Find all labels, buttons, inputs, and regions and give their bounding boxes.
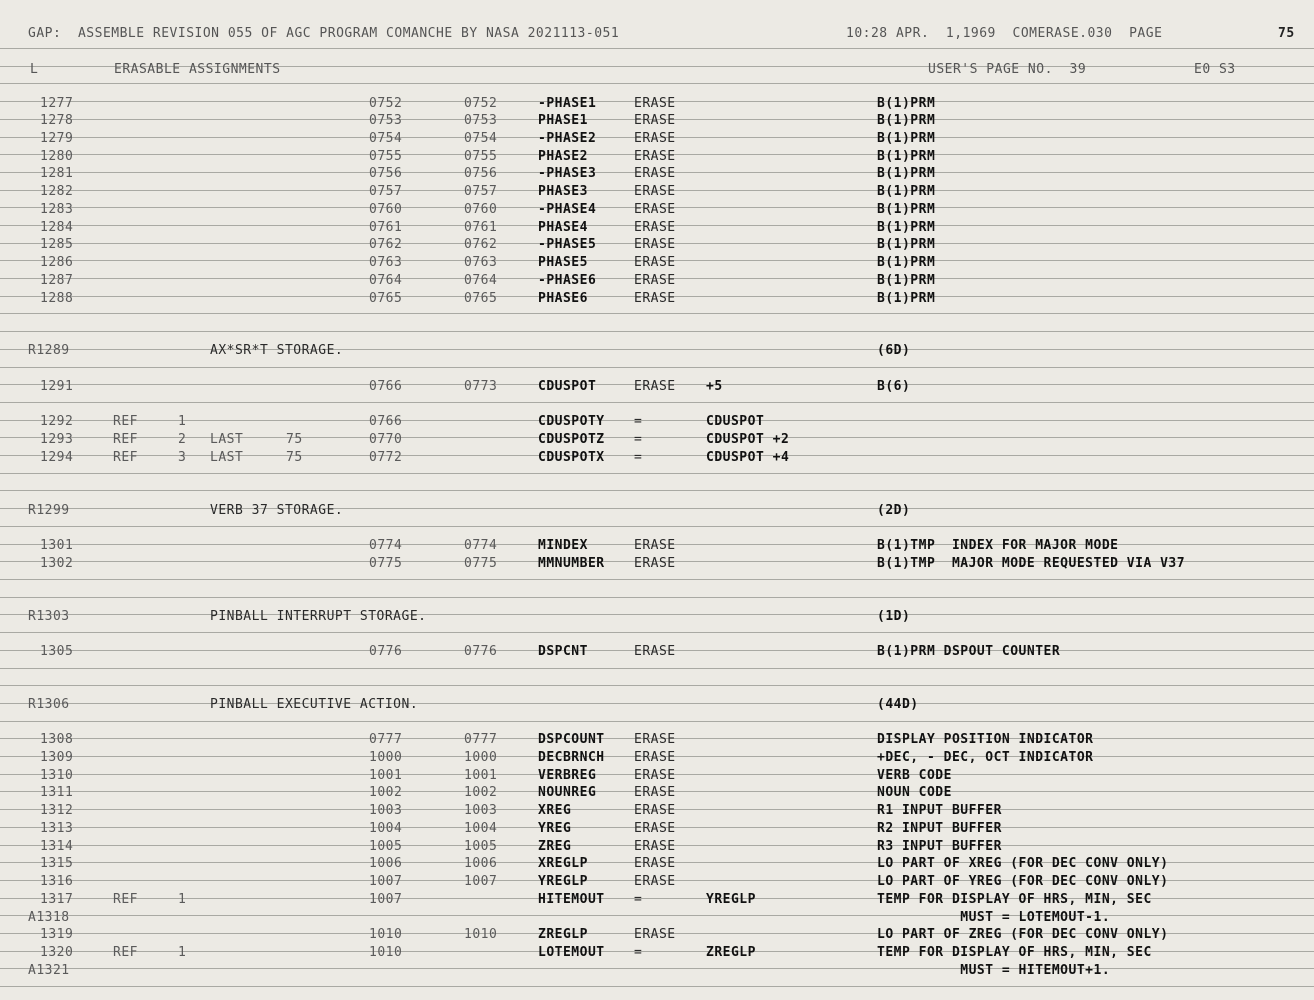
listing-line xyxy=(0,165,1314,183)
line-number: 1287 xyxy=(40,273,74,288)
line-number: 1312 xyxy=(40,803,74,818)
opcode: ERASE xyxy=(634,131,676,146)
opcode: ERASE xyxy=(634,166,676,181)
comment: LO PART OF XREG (FOR DEC CONV ONLY) xyxy=(877,856,1169,871)
address-end: 1002 xyxy=(464,785,498,800)
comment: (2D) xyxy=(877,503,911,518)
opcode: ERASE xyxy=(634,237,676,252)
ref-marker: REF xyxy=(113,945,138,960)
address: 0757 xyxy=(369,184,403,199)
line-number: 1291 xyxy=(40,379,74,394)
address: 0776 xyxy=(369,644,403,659)
subheader-code: L xyxy=(30,62,39,77)
address-end: 0755 xyxy=(464,149,498,164)
line-number: 1310 xyxy=(40,768,74,783)
symbol-label: ZREG xyxy=(538,839,572,854)
line-number: R1303 xyxy=(28,609,70,624)
comment: R3 INPUT BUFFER xyxy=(877,839,1002,854)
symbol-label: XREGLP xyxy=(538,856,588,871)
listing-line xyxy=(0,643,1314,661)
listing-line xyxy=(0,449,1314,467)
opcode: ERASE xyxy=(634,96,676,111)
address: 1010 xyxy=(369,945,403,960)
line-number: 1301 xyxy=(40,538,74,553)
symbol-label: LOTEMOUT xyxy=(538,945,605,960)
address-end: 0774 xyxy=(464,538,498,553)
address-end: 0777 xyxy=(464,732,498,747)
section-title: VERB 37 STORAGE. xyxy=(210,503,344,518)
comment: B(1)PRM xyxy=(877,96,936,111)
listing-line xyxy=(0,555,1314,573)
comment: (1D) xyxy=(877,609,911,624)
symbol-label: -PHASE6 xyxy=(538,273,597,288)
line-number: A1321 xyxy=(28,963,70,978)
header-title: GAP: ASSEMBLE REVISION 055 OF AGC PROGRAM COMANCHE BY NASA 2021113-051 xyxy=(28,26,620,41)
paper-rule-line xyxy=(0,367,1314,368)
opcode: ERASE xyxy=(634,538,676,553)
opcode: ERASE xyxy=(634,255,676,270)
address: 0775 xyxy=(369,556,403,571)
line-number: 1281 xyxy=(40,166,74,181)
line-number: 1294 xyxy=(40,450,74,465)
opcode: = xyxy=(634,945,643,960)
section-heading-line xyxy=(0,342,1314,360)
address: 1007 xyxy=(369,892,403,907)
paper-rule-line xyxy=(0,986,1314,987)
line-number: 1292 xyxy=(40,414,74,429)
opcode: ERASE xyxy=(634,732,676,747)
address-end: 0776 xyxy=(464,644,498,659)
comment: B(1)TMP MAJOR MODE REQUESTED VIA V37 xyxy=(877,556,1186,571)
symbol-label: PHASE2 xyxy=(538,149,588,164)
symbol-label: VERBREG xyxy=(538,768,597,783)
address-end: 0760 xyxy=(464,202,498,217)
paper-rule-line xyxy=(0,490,1314,491)
address: 1003 xyxy=(369,803,403,818)
line-number: 1314 xyxy=(40,839,74,854)
symbol-label: PHASE5 xyxy=(538,255,588,270)
comment: DISPLAY POSITION INDICATOR xyxy=(877,732,1094,747)
paper-rule-line xyxy=(0,632,1314,633)
comment: B(1)PRM xyxy=(877,255,936,270)
section-title: PINBALL EXECUTIVE ACTION. xyxy=(210,697,419,712)
ref-marker: REF xyxy=(113,892,138,907)
address-end: 0762 xyxy=(464,237,498,252)
ref-marker: REF xyxy=(113,450,138,465)
symbol-label: CDUSPOTY xyxy=(538,414,605,429)
symbol-label: PHASE6 xyxy=(538,291,588,306)
line-number: R1289 xyxy=(28,343,70,358)
ref-marker: REF xyxy=(113,414,138,429)
comment: B(1)PRM xyxy=(877,166,936,181)
section-heading-line xyxy=(0,502,1314,520)
listing-line xyxy=(0,236,1314,254)
address-end: 1010 xyxy=(464,927,498,942)
ref-count: 3 xyxy=(178,450,187,465)
paper-rule-line xyxy=(0,331,1314,332)
line-number: 1319 xyxy=(40,927,74,942)
line-number: 1284 xyxy=(40,220,74,235)
symbol-label: -PHASE1 xyxy=(538,96,597,111)
symbol-label: PHASE1 xyxy=(538,113,588,128)
operand: CDUSPOT +4 xyxy=(706,450,790,465)
operand: YREGLP xyxy=(706,892,756,907)
address-end: 0773 xyxy=(464,379,498,394)
line-number: 1311 xyxy=(40,785,74,800)
comment: B(1)PRM xyxy=(877,220,936,235)
symbol-label: CDUSPOTX xyxy=(538,450,605,465)
listing-line xyxy=(0,272,1314,290)
page-header xyxy=(0,25,1314,43)
comment: B(6) xyxy=(877,379,911,394)
paper-rule-line xyxy=(0,721,1314,722)
symbol-label: DECBRNCH xyxy=(538,750,605,765)
opcode: ERASE xyxy=(634,113,676,128)
address: 1004 xyxy=(369,821,403,836)
line-number: 1320 xyxy=(40,945,74,960)
ref-count: 1 xyxy=(178,892,187,907)
section-title: AX*SR*T STORAGE. xyxy=(210,343,344,358)
paper-rule-line xyxy=(0,668,1314,669)
opcode: ERASE xyxy=(634,839,676,854)
listing-line xyxy=(0,290,1314,308)
comment: B(1)PRM xyxy=(877,273,936,288)
line-number: 1305 xyxy=(40,644,74,659)
line-number: 1316 xyxy=(40,874,74,889)
address: 0754 xyxy=(369,131,403,146)
address-end: 1004 xyxy=(464,821,498,836)
opcode: ERASE xyxy=(634,149,676,164)
line-number: 1309 xyxy=(40,750,74,765)
line-number: 1293 xyxy=(40,432,74,447)
address: 0763 xyxy=(369,255,403,270)
address: 1000 xyxy=(369,750,403,765)
paper-rule-line xyxy=(0,526,1314,527)
paper-rule-line xyxy=(0,402,1314,403)
comment: B(1)PRM DSPOUT COUNTER xyxy=(877,644,1061,659)
listing-line xyxy=(0,855,1314,873)
comment: (44D) xyxy=(877,697,919,712)
listing-line xyxy=(0,784,1314,802)
line-number: 1313 xyxy=(40,821,74,836)
opcode: ERASE xyxy=(634,785,676,800)
line-number: 1280 xyxy=(40,149,74,164)
listing-line xyxy=(0,112,1314,130)
header-date-file: 10:28 APR. 1,1969 COMERASE.030 PAGE xyxy=(846,26,1163,41)
listing-line xyxy=(0,254,1314,272)
symbol-label: YREGLP xyxy=(538,874,588,889)
listing-line xyxy=(0,130,1314,148)
listing-line xyxy=(0,537,1314,555)
last-marker: LAST xyxy=(210,432,244,447)
address-end: 1005 xyxy=(464,839,498,854)
operand: +5 xyxy=(706,379,723,394)
address-end: 0764 xyxy=(464,273,498,288)
opcode: ERASE xyxy=(634,379,676,394)
listing-line xyxy=(0,378,1314,396)
opcode: ERASE xyxy=(634,803,676,818)
section-title: PINBALL INTERRUPT STORAGE. xyxy=(210,609,427,624)
opcode: ERASE xyxy=(634,750,676,765)
address-end: 0765 xyxy=(464,291,498,306)
address-end: 0752 xyxy=(464,96,498,111)
comment: LO PART OF YREG (FOR DEC CONV ONLY) xyxy=(877,874,1169,889)
comment: B(1)PRM xyxy=(877,149,936,164)
paper-rule-line xyxy=(0,48,1314,49)
address: 1002 xyxy=(369,785,403,800)
line-number: 1317 xyxy=(40,892,74,907)
opcode: ERASE xyxy=(634,768,676,783)
operand: CDUSPOT +2 xyxy=(706,432,790,447)
listing-line xyxy=(0,767,1314,785)
address: 1001 xyxy=(369,768,403,783)
address: 1007 xyxy=(369,874,403,889)
comment: B(1)TMP INDEX FOR MAJOR MODE xyxy=(877,538,1119,553)
comment: B(1)PRM xyxy=(877,113,936,128)
opcode: ERASE xyxy=(634,220,676,235)
comment: TEMP FOR DISPLAY OF HRS, MIN, SEC xyxy=(877,945,1152,960)
opcode: ERASE xyxy=(634,184,676,199)
symbol-label: -PHASE2 xyxy=(538,131,597,146)
opcode: ERASE xyxy=(634,202,676,217)
symbol-label: PHASE4 xyxy=(538,220,588,235)
symbol-label: NOUNREG xyxy=(538,785,597,800)
opcode: ERASE xyxy=(634,556,676,571)
address: 0756 xyxy=(369,166,403,181)
address: 0765 xyxy=(369,291,403,306)
address: 0766 xyxy=(369,414,403,429)
comment: B(1)PRM xyxy=(877,131,936,146)
opcode: ERASE xyxy=(634,874,676,889)
subheader-user-page: USER'S PAGE NO. 39 xyxy=(928,62,1087,77)
address: 0772 xyxy=(369,450,403,465)
comment: R2 INPUT BUFFER xyxy=(877,821,1002,836)
listing-line xyxy=(0,802,1314,820)
line-number: R1306 xyxy=(28,697,70,712)
comment: B(1)PRM xyxy=(877,184,936,199)
symbol-label: XREG xyxy=(538,803,572,818)
address-end: 1000 xyxy=(464,750,498,765)
opcode: ERASE xyxy=(634,856,676,871)
address: 0755 xyxy=(369,149,403,164)
symbol-label: MINDEX xyxy=(538,538,588,553)
address-end: 0756 xyxy=(464,166,498,181)
listing-line xyxy=(0,183,1314,201)
last-marker: LAST xyxy=(210,450,244,465)
opcode: ERASE xyxy=(634,644,676,659)
line-number: 1308 xyxy=(40,732,74,747)
symbol-label: PHASE3 xyxy=(538,184,588,199)
line-number: 1288 xyxy=(40,291,74,306)
symbol-label: ZREGLP xyxy=(538,927,588,942)
line-number: 1278 xyxy=(40,113,74,128)
comment: (6D) xyxy=(877,343,911,358)
comment: B(1)PRM xyxy=(877,202,936,217)
listing-line xyxy=(0,838,1314,856)
address: 0764 xyxy=(369,273,403,288)
symbol-label: YREG xyxy=(538,821,572,836)
symbol-label: -PHASE4 xyxy=(538,202,597,217)
address-end: 0757 xyxy=(464,184,498,199)
address: 0761 xyxy=(369,220,403,235)
listing-line xyxy=(0,749,1314,767)
section-heading-line xyxy=(0,696,1314,714)
address: 1010 xyxy=(369,927,403,942)
address-end: 1001 xyxy=(464,768,498,783)
symbol-label: -PHASE5 xyxy=(538,237,597,252)
opcode: ERASE xyxy=(634,273,676,288)
address: 1005 xyxy=(369,839,403,854)
line-number: 1285 xyxy=(40,237,74,252)
opcode: ERASE xyxy=(634,927,676,942)
header-page-number: 75 xyxy=(1278,26,1295,41)
subheader-code-right: E0 S3 xyxy=(1194,62,1236,77)
paper-rule-line xyxy=(0,597,1314,598)
opcode: ERASE xyxy=(634,821,676,836)
address: 0777 xyxy=(369,732,403,747)
address-end: 1007 xyxy=(464,874,498,889)
listing-line xyxy=(0,820,1314,838)
listing-line xyxy=(0,909,1314,927)
operand: ZREGLP xyxy=(706,945,756,960)
listing-line xyxy=(0,148,1314,166)
symbol-label: MMNUMBER xyxy=(538,556,605,571)
page-subheader xyxy=(0,61,1314,79)
line-number: 1302 xyxy=(40,556,74,571)
address: 0770 xyxy=(369,432,403,447)
paper-rule-line xyxy=(0,473,1314,474)
opcode: = xyxy=(634,432,643,447)
listing-line xyxy=(0,219,1314,237)
line-number: 1279 xyxy=(40,131,74,146)
listing-line xyxy=(0,873,1314,891)
listing-line xyxy=(0,891,1314,909)
line-number: 1286 xyxy=(40,255,74,270)
line-number: 1282 xyxy=(40,184,74,199)
opcode: = xyxy=(634,414,643,429)
paper-rule-line xyxy=(0,579,1314,580)
listing-line xyxy=(0,413,1314,431)
address: 0762 xyxy=(369,237,403,252)
comment: +DEC, - DEC, OCT INDICATOR xyxy=(877,750,1094,765)
listing-line xyxy=(0,944,1314,962)
paper-rule-line xyxy=(0,83,1314,84)
paper-rule-line xyxy=(0,313,1314,314)
line-number: 1315 xyxy=(40,856,74,871)
listing-line xyxy=(0,95,1314,113)
address: 0752 xyxy=(369,96,403,111)
ref-count: 1 xyxy=(178,945,187,960)
section-heading-line xyxy=(0,608,1314,626)
opcode: = xyxy=(634,450,643,465)
comment: MUST = HITEMOUT+1. xyxy=(877,963,1111,978)
listing-line xyxy=(0,926,1314,944)
listing-line xyxy=(0,962,1314,980)
symbol-label: DSPCNT xyxy=(538,644,588,659)
line-number: A1318 xyxy=(28,910,70,925)
address-end: 0753 xyxy=(464,113,498,128)
operand: CDUSPOT xyxy=(706,414,765,429)
line-number: 1277 xyxy=(40,96,74,111)
symbol-label: CDUSPOT xyxy=(538,379,597,394)
comment: LO PART OF ZREG (FOR DEC CONV ONLY) xyxy=(877,927,1169,942)
opcode: = xyxy=(634,892,643,907)
comment: MUST = LOTEMOUT-1. xyxy=(877,910,1111,925)
address: 0753 xyxy=(369,113,403,128)
listing-line xyxy=(0,431,1314,449)
ref-count: 1 xyxy=(178,414,187,429)
subheader-section-title: ERASABLE ASSIGNMENTS xyxy=(114,62,281,77)
address: 0774 xyxy=(369,538,403,553)
address-end: 0775 xyxy=(464,556,498,571)
comment: VERB CODE xyxy=(877,768,952,783)
listing-line xyxy=(0,731,1314,749)
comment: B(1)PRM xyxy=(877,237,936,252)
ref-count: 2 xyxy=(178,432,187,447)
opcode: ERASE xyxy=(634,291,676,306)
address: 0766 xyxy=(369,379,403,394)
address-end: 0754 xyxy=(464,131,498,146)
line-number: R1299 xyxy=(28,503,70,518)
address-end: 1006 xyxy=(464,856,498,871)
comment: TEMP FOR DISPLAY OF HRS, MIN, SEC xyxy=(877,892,1152,907)
symbol-label: HITEMOUT xyxy=(538,892,605,907)
symbol-label: DSPCOUNT xyxy=(538,732,605,747)
comment: R1 INPUT BUFFER xyxy=(877,803,1002,818)
paper-rule-line xyxy=(0,685,1314,686)
listing-line xyxy=(0,201,1314,219)
address-end: 0761 xyxy=(464,220,498,235)
comment: B(1)PRM xyxy=(877,291,936,306)
line-number: 1283 xyxy=(40,202,74,217)
address: 0760 xyxy=(369,202,403,217)
last-page: 75 xyxy=(286,450,303,465)
ref-marker: REF xyxy=(113,432,138,447)
comment: NOUN CODE xyxy=(877,785,952,800)
symbol-label: -PHASE3 xyxy=(538,166,597,181)
address-end: 1003 xyxy=(464,803,498,818)
address: 1006 xyxy=(369,856,403,871)
last-page: 75 xyxy=(286,432,303,447)
symbol-label: CDUSPOTZ xyxy=(538,432,605,447)
address-end: 0763 xyxy=(464,255,498,270)
